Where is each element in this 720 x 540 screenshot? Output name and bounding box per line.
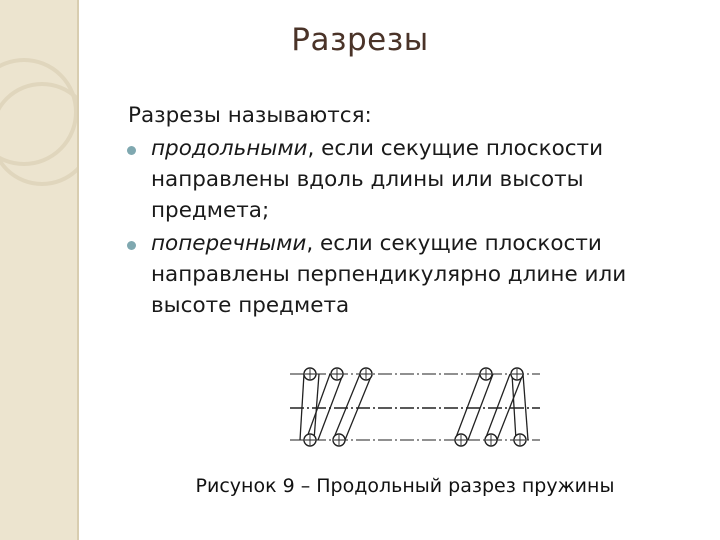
bullet-term: поперечными [151,231,307,256]
bullet-icon [127,146,136,155]
bullet-term: продольными [151,136,308,161]
coil-lines-left [300,374,372,440]
coil-lines-right [455,374,528,440]
bullet-text: , если секущие плоскости направлены перпендикулярно длине или высоте предмета [151,231,627,318]
decorative-sidebar [0,0,77,540]
intro-text: Разрезы называются: [128,103,372,128]
wire-sections [304,368,526,446]
bullet-item-transverse [128,228,688,321]
sidebar-divider [77,0,79,540]
bullet-text: , если секущие плоскости направлены вдоль длины или высоты предмета; [151,136,604,223]
bullet-icon [127,241,136,250]
figure-caption: Рисунок 9 – Продольный разрез пружины [195,475,615,497]
spring-section-drawing [290,362,540,452]
decorative-circle [0,82,77,186]
slide-body [128,100,688,323]
slide-title: Разрезы [291,22,429,58]
bullet-item-longitudinal [128,133,688,226]
